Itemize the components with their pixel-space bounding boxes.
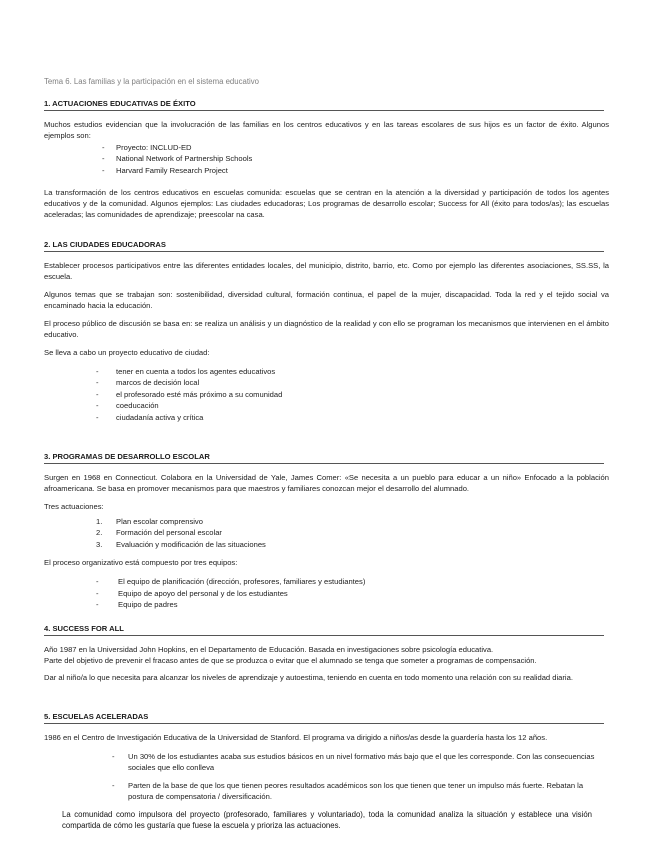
- section-3-paragraph-3: El proceso organizativo está compuesto por tres equipos:: [44, 558, 238, 568]
- section-3-numbered-list: [44, 516, 609, 550]
- section-5-title: 5. ESCUELAS ACELERADAS: [44, 712, 604, 724]
- section-4-paragraph-1: Año 1987 en la Universidad John Hopkins, en el Departamento de Educación. Basada en investigaciones sobre psicología educativa.: [44, 645, 494, 654]
- list-item: - Equipo de padres: [96, 600, 178, 610]
- section-2-paragraph-1: Establecer procesos participativos entre las diferentes entidades locales, del municipio, distrito, barrio, etc. Como por ejemplo las diferentes asociaciones, SS.SS, la escuela.: [44, 261, 609, 281]
- section-5-paragraph-2: La comunidad como impulsora del proyecto (profesorado, familiares y voluntariado), toda la comunidad analiza la situación y establece una visión compartida de cómo les gustaría que fuese la escuela y prioriza las actuaciones.: [62, 809, 592, 831]
- section-5-list: [44, 751, 609, 803]
- section-1-paragraph-2: La transformación de los centros educativos en escuelas comunida: escuelas que se centran en la atención a la diversidad y participación de todos los agentes educativos y de la comunidad. Algunos ejemplos: Las ciudades educadoras; Los programas de desarrollo escolar; Success for All (éxito para todos/as); las escuelas aceleradas; las comunidades de aprendizaje; preescolar na casa.: [44, 188, 609, 220]
- section-3-paragraph-2: Tres actuaciones:: [44, 502, 104, 511]
- section-5-paragraph-1: 1986 en el Centro de Investigación Educativa de la Universidad de Stanford. El programa va dirigido a niños/as desde la guardería hasta los 12 años.: [44, 733, 548, 742]
- section-4-paragraph-3: Dar al niño/a lo que necesita para alcanzar los niveles de aprendizaje y autoestima, teniendo en cuenta en todo momento una relación con su realidad diaria.: [44, 673, 573, 682]
- section-3-title: 3. PROGRAMAS DE DESARROLLO ESCOLAR: [44, 452, 604, 464]
- section-2-title: 2. LAS CIUDADES EDUCADORAS: [44, 240, 604, 252]
- section-1: [44, 99, 609, 226]
- list-item: - marcos de decisión local: [96, 378, 200, 388]
- list-item: 1. Plan escolar comprensivo: [96, 517, 203, 526]
- section-3: [44, 452, 609, 610]
- list-item: - ciudadanía activa y crítica: [96, 412, 204, 422]
- section-2-list: [44, 366, 609, 423]
- list-item: 2. Formación del personal escolar: [96, 528, 222, 538]
- list-item: - Un 30% de los estudiantes acaba sus estudios básicos en un nivel formativo más bajo que el que les corresponde. Con las consecuencias sociales que ello conlleva: [112, 752, 595, 773]
- section-4-paragraph-2: Parte del objetivo de prevenir el fracaso antes de que se produzca o evitar que el alumnado se tenga que someter a programas de compensación.: [44, 656, 537, 665]
- section-2: [44, 240, 609, 423]
- section-3-list: [44, 576, 609, 610]
- list-item: - el profesorado esté más próximo a su comunidad: [96, 389, 283, 399]
- list-item: - Proyecto: INCLUD-ED: [102, 143, 192, 152]
- section-2-paragraph-3: El proceso público de discusión se basa en: se realiza un análisis y un diagnóstico de la realidad y con ello se programan los mecanismos que intervienen en el ámbito educativo.: [44, 319, 609, 339]
- list-item: - National Network of Partnership Schools: [102, 154, 253, 164]
- section-4-title: 4. SUCCESS FOR ALL: [44, 624, 604, 636]
- section-1-title: 1. ACTUACIONES EDUCATIVAS DE ÉXITO: [44, 99, 604, 111]
- section-1-list: [44, 142, 609, 176]
- section-4: [44, 624, 609, 689]
- list-item: - tener en cuenta a todos los agentes educativos: [96, 367, 276, 376]
- list-item: - El equipo de planificación (dirección, profesores, familiares y estudiantes): [96, 577, 366, 587]
- list-item: - Parten de la base de que los que tienen peores resultados académicos son los que tienen que tener un impulso más fuerte. Rebatan la postura de compensatoria / diversificación.: [112, 780, 584, 802]
- list-item: - coeducación: [96, 401, 159, 411]
- page-header: Tema 6. Las familias y la participación en el sistema educativo: [44, 77, 259, 86]
- section-5: [44, 712, 609, 837]
- list-item: - Harvard Family Research Project: [102, 165, 228, 175]
- section-1-paragraph-1: Muchos estudios evidencian que la involucración de las familias en los centros educativos y en las tareas escolares de sus hijos es un factor de éxito. Algunos ejemplos son:: [44, 120, 609, 140]
- list-item: - Equipo de apoyo del personal y de los estudiantes: [96, 588, 288, 598]
- list-item: 3. Evaluación y modificación de las situaciones: [96, 539, 266, 549]
- section-2-paragraph-2: Algunos temas que se trabajan son: sostenibilidad, diversidad cultural, formación continua, el papel de la mujer, discapacidad. Toda la red y el tejido social va encaminado hacia la educación.: [44, 290, 609, 310]
- section-3-paragraph-1: Surgen en 1968 en Connecticut. Colabora en la Universidad de Yale, James Comer: «Se necesita a un pueblo para educar a un niño» Enfocado a la población afroamericana. Se basa en promover mecanismos para que maestros y familiares conozcan mejor el desarrollo del alumnado.: [44, 473, 609, 493]
- section-2-paragraph-4: Se lleva a cabo un proyecto educativo de ciudad:: [44, 348, 210, 357]
